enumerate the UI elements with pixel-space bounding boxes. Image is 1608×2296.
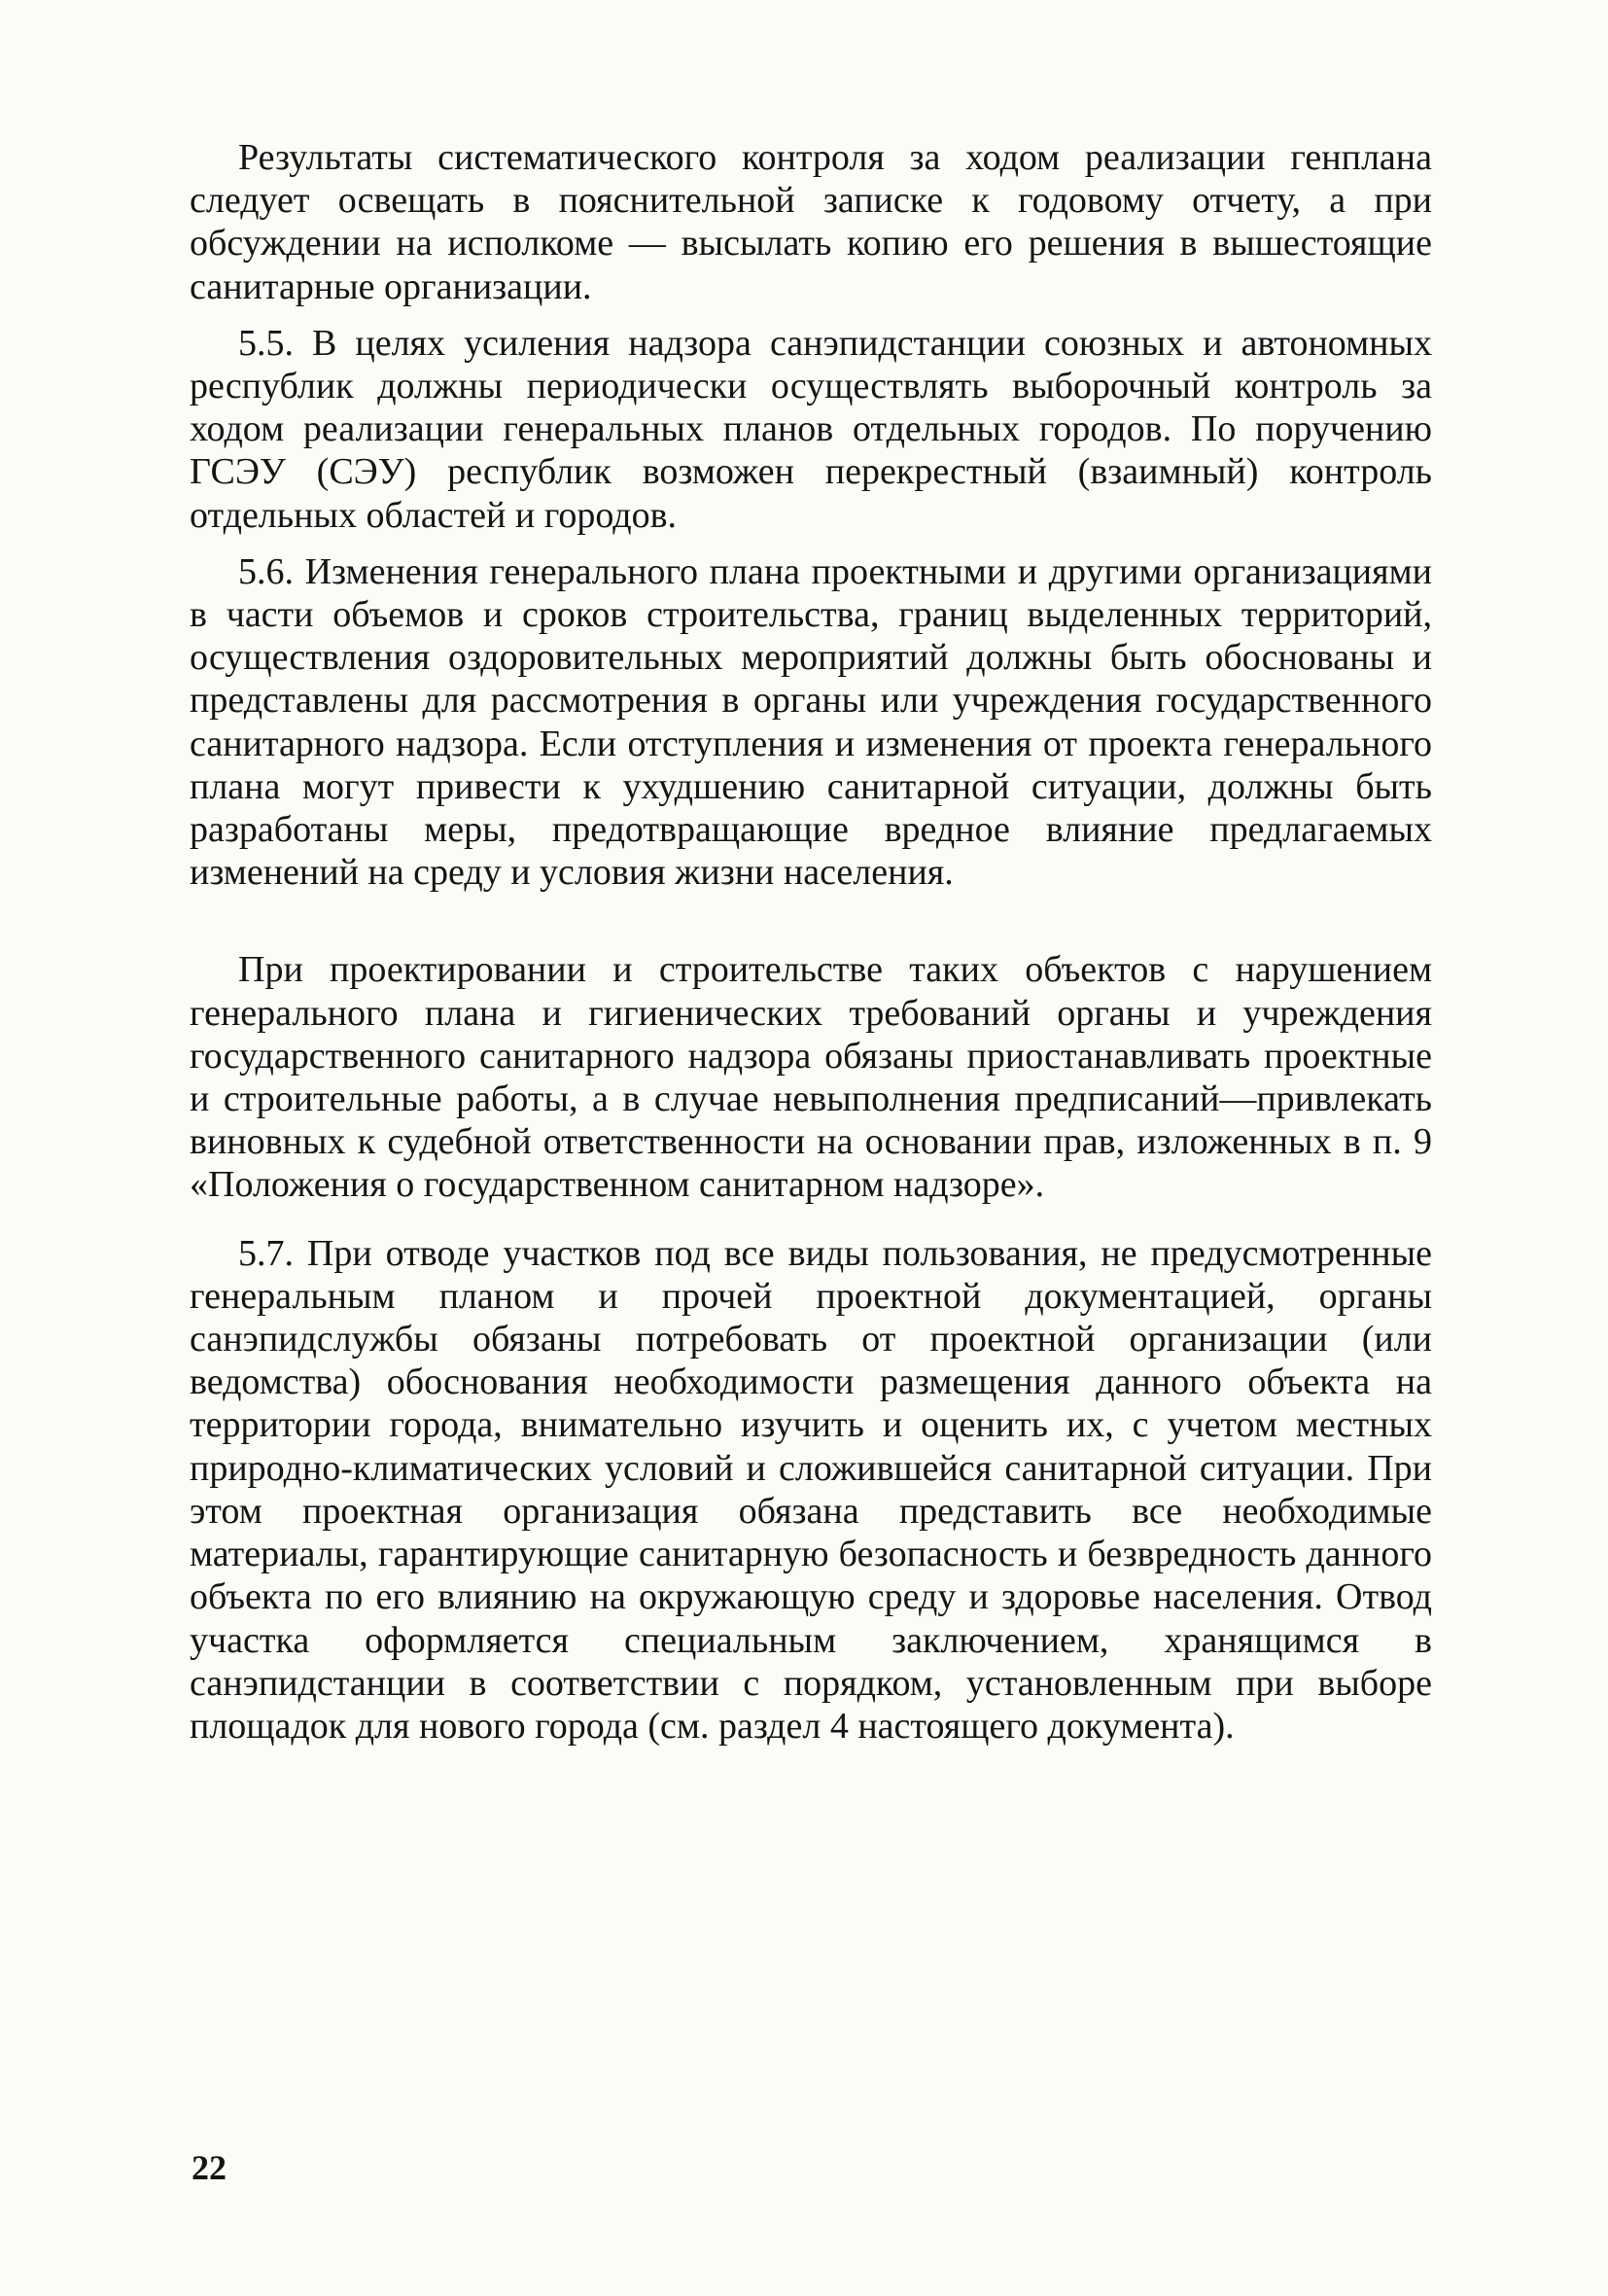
paragraph-5-5: 5.5. В целях усиления надзора санэпидстанции союзных и автономных республик должны периодически осуществлять выборочный контроль за ходом реализации генеральных планов отдельных городов. По поручению ГСЭУ (СЭУ) республик возможен перекрестный (взаимный) контроль отдельных областей и городов.: [190, 322, 1432, 536]
page-body: [190, 136, 1432, 1761]
paragraph-violations: При проектировании и строительстве таких объектов с нарушением генерального плана и гигиенических требований органы и учреждения государственного санитарного надзора обязаны приостанавливать проектные и строительные работы, а в случае невыполнения предписаний—привлекать виновных к судебной ответственности на основании прав, изложенных в п. 9 «Положения о государственном санитарном надзоре».: [190, 949, 1432, 1206]
paragraph-control-results: Результаты систематического контроля за ходом реализации генплана следует освещать в пояснительной записке к годовому отчету, а при обсуждении на исполкоме — высылать копию его решения в вышестоящие санитарные организации.: [190, 137, 1432, 307]
page-number: 22: [192, 2148, 227, 2187]
paragraph-5-7: 5.7. При отводе участков под все виды пользования, не предусмотренные генеральным планом и прочей проектной документацией, органы санэпидслужбы обязаны потребовать от проектной организации (или ведомства) обоснования необходимости размещения данного объекта на территории города, внимательно изучить и оценить их, с учетом местных природно-климатических условий и сложившейся санитарной ситуации. При этом проектная организация обязана представить все необходимые материалы, гарантирующие санитарную безопасность и безвредность данного объекта по его влиянию на окружающую среду и здоровье населения. Отвод участка оформляется специальным заключением, хранящимся в санэпидстанции в соответствии с порядком, установленным при выборе площадок для нового города (см. раздел 4 настоящего документа).: [190, 1232, 1432, 1747]
paragraph-5-6: 5.6. Изменения генерального плана проектными и другими организациями в части объемов и сроков строительства, границ выделенных территорий, осуществления оздоровительных мероприятий должны быть обоснованы и представлены для рассмотрения в органы или учреждения государственного санитарного надзора. Если отступления и изменения от проекта генерального плана могут привести к ухудшению санитарной ситуации, должны быть разработаны меры, предотвращающие вредное влияние предлагаемых изменений на среду и условия жизни населения.: [190, 550, 1432, 894]
